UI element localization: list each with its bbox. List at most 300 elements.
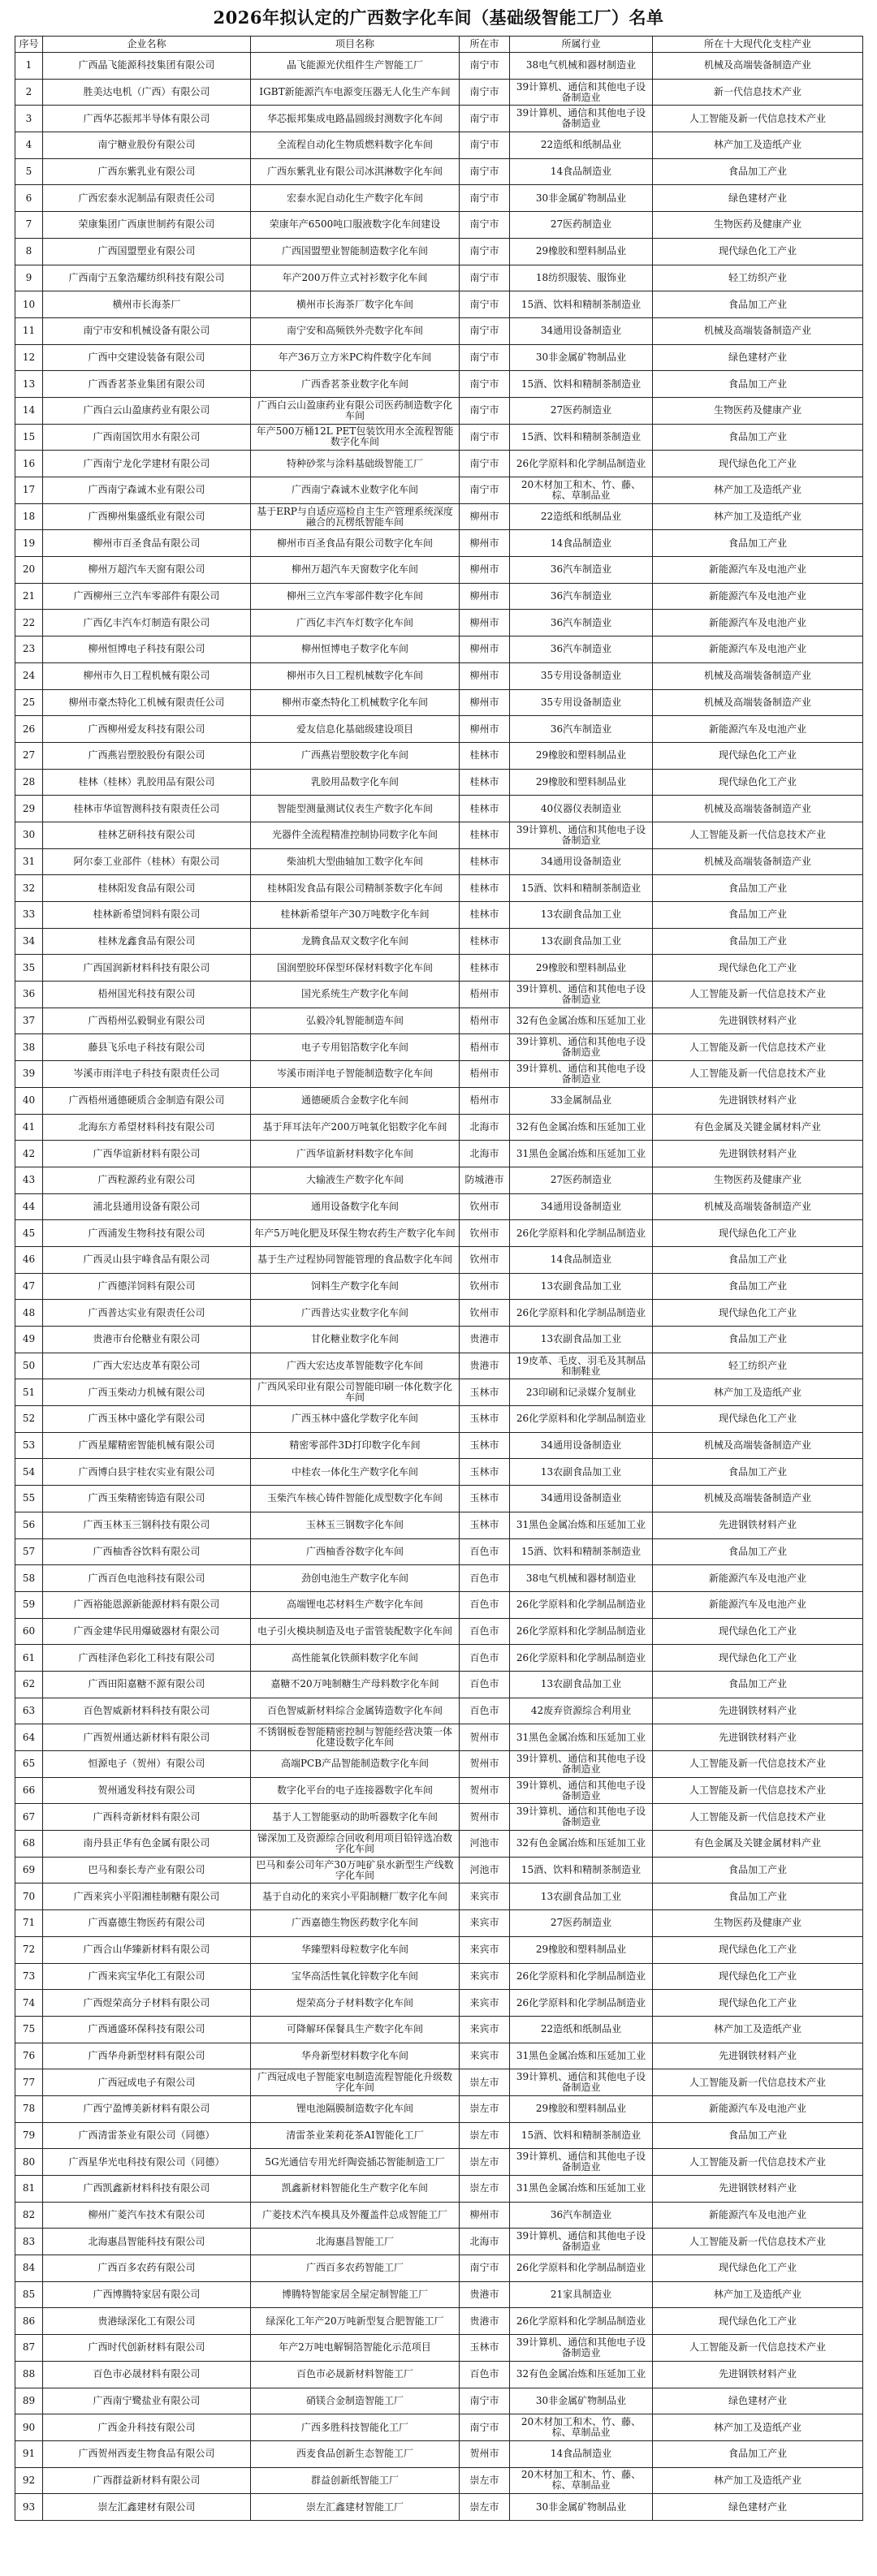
cell-pillar-industry: 食品加工产业 [653,1273,863,1300]
cell-index: 55 [15,1486,43,1512]
cell-index: 50 [15,1353,43,1379]
cell-pillar-industry: 食品加工产业 [653,902,863,929]
cell-company-name: 梧州国光科技有限公司 [43,982,251,1008]
cell-index: 76 [15,2043,43,2069]
cell-pillar-industry: 人工智能及新一代信息技术产业 [653,1061,863,1088]
cell-project-name: 西麦食品创新生态智能工厂 [251,2440,460,2467]
cell-project-name: 绿深化工年产20万吨新型复合肥智能工厂 [251,2308,460,2335]
cell-company-name: 广西煜荣高分子材料有限公司 [43,1990,251,2017]
cell-index: 25 [15,689,43,716]
cell-city: 柳州市 [460,610,510,636]
cell-index: 77 [15,2069,43,2096]
cell-company-name: 广西梧州弘毅铜业有限公司 [43,1008,251,1034]
cell-company-name: 广西百色电池科技有限公司 [43,1565,251,1592]
cell-industry: 13农副食品加工业 [510,1459,653,1486]
table-row [15,1591,863,1618]
cell-project-name: 高端锂电芯材料生产数字化车间 [251,1591,460,1618]
cell-project-name: 桂林新希望年产30万吨数字化车间 [251,902,460,929]
table-row [15,2202,863,2229]
cell-industry: 32有色金属冶炼和压延加工业 [510,1114,653,1141]
cell-city: 南宁市 [460,185,510,212]
cell-index: 45 [15,1220,43,1247]
cell-city: 钦州市 [460,1220,510,1247]
table-row [15,424,863,451]
cell-pillar-industry: 现代绿色化工产业 [653,769,863,796]
cell-industry: 27医药制造业 [510,212,653,239]
cell-company-name: 北海惠昌智能科技有限公司 [43,2229,251,2255]
cell-industry: 13农副食品加工业 [510,1671,653,1698]
cell-company-name: 南丹县正华有色金属有限公司 [43,1831,251,1858]
table-row [15,212,863,239]
cell-company-name: 广西时代创新材料有限公司 [43,2335,251,2362]
table-row [15,2414,863,2441]
cell-company-name: 柳州市百圣食品有限公司 [43,530,251,557]
cell-company-name: 广西玉柴动力机械有限公司 [43,1379,251,1406]
cell-company-name: 崇左汇鑫建材有限公司 [43,2494,251,2521]
cell-pillar-industry: 先进钢铁材料产业 [653,1087,863,1114]
cell-pillar-industry: 人工智能及新一代信息技术产业 [653,1777,863,1804]
cell-city: 柳州市 [460,662,510,689]
cell-pillar-industry: 机械及高端装备制造产业 [653,1432,863,1459]
cell-index: 74 [15,1990,43,2017]
table-row [15,2494,863,2521]
cell-industry: 13农副食品加工业 [510,1273,653,1300]
cell-project-name: 柳州三立汽车零部件数字化车间 [251,583,460,610]
cell-index: 86 [15,2308,43,2335]
cell-index: 30 [15,822,43,848]
cell-city: 南宁市 [460,79,510,106]
cell-company-name: 广西粒源药业有限公司 [43,1167,251,1193]
cell-company-name: 胜美达电机（广西）有限公司 [43,79,251,106]
cell-project-name: 中桂农一体化生产数字化车间 [251,1459,460,1486]
cell-pillar-industry: 食品加工产业 [653,1883,863,1910]
cell-industry: 15酒、饮料和精制茶制造业 [510,291,653,318]
cell-pillar-industry: 现代绿色化工产业 [653,1645,863,1672]
cell-project-name: 不锈钢板卷智能精密控制与智能经营决策一体化建设数字化车间 [251,1724,460,1751]
cell-project-name: 特种砂浆与涂料基础级智能工厂 [251,451,460,477]
table-row [15,238,863,265]
table-row [15,1512,863,1538]
cell-index: 68 [15,1831,43,1858]
cell-city: 南宁市 [460,451,510,477]
cell-company-name: 广西玉林玉三钢科技有限公司 [43,1512,251,1538]
cell-pillar-industry: 机械及高端装备制造产业 [653,662,863,689]
cell-project-name: 柳州市豪杰特化工机械数字化车间 [251,689,460,716]
cell-industry: 20木材加工和木、竹、藤、棕、草制品业 [510,2467,653,2494]
cell-company-name: 广西星耀精密智能机械有限公司 [43,1432,251,1459]
table-row [15,1777,863,1804]
cell-industry: 30非金属矿物制品业 [510,2494,653,2521]
cell-industry: 26化学原料和化学制品制造业 [510,2255,653,2282]
cell-pillar-industry: 林产加工及造纸产业 [653,132,863,159]
cell-city: 崇左市 [460,2095,510,2122]
cell-index: 63 [15,1698,43,1724]
cell-city: 玉林市 [460,1379,510,1406]
table-row [15,848,863,875]
table-row [15,2467,863,2494]
cell-industry: 34通用设备制造业 [510,1193,653,1220]
cell-industry: 26化学原料和化学制品制造业 [510,451,653,477]
cell-company-name: 广西百多农药有限公司 [43,2255,251,2282]
cell-project-name: 广西大宏达皮革智能数字化车间 [251,1353,460,1379]
table-row [15,2335,863,2362]
cell-pillar-industry: 机械及高端装备制造产业 [653,1486,863,1512]
cell-project-name: 崇左汇鑫建材智能工厂 [251,2494,460,2521]
table-row [15,158,863,185]
cell-pillar-industry: 人工智能及新一代信息技术产业 [653,1804,863,1831]
table-row [15,1061,863,1088]
cell-city: 玉林市 [460,1406,510,1433]
cell-index: 16 [15,451,43,477]
table-row [15,53,863,80]
cell-city: 贵港市 [460,2308,510,2335]
cell-city: 梧州市 [460,1087,510,1114]
cell-pillar-industry: 食品加工产业 [653,2122,863,2149]
table-row [15,610,863,636]
cell-industry: 22造纸和纸制品业 [510,503,653,530]
cell-company-name: 南宁市安和机械设备有限公司 [43,317,251,344]
cell-pillar-industry: 新能源汽车及电池产业 [653,636,863,663]
cell-company-name: 柳州市豪杰特化工机械有限责任公司 [43,689,251,716]
cell-project-name: 广西嘉德生物医药数字化车间 [251,1910,460,1937]
cell-city: 桂林市 [460,955,510,982]
cell-project-name: 华舟新型材料数字化车间 [251,2043,460,2069]
cell-index: 81 [15,2176,43,2203]
cell-pillar-industry: 现代绿色化工产业 [653,1220,863,1247]
cell-pillar-industry: 先进钢铁材料产业 [653,1512,863,1538]
cell-pillar-industry: 先进钢铁材料产业 [653,1141,863,1167]
cell-project-name: 全流程自动化生物质燃料数字化车间 [251,132,460,159]
cell-industry: 31黑色金属冶炼和压延加工业 [510,1724,653,1751]
cell-company-name: 北海东方希望材料科技有限公司 [43,1114,251,1141]
table-row [15,317,863,344]
cell-industry: 42废弃资源综合利用业 [510,1698,653,1724]
cell-project-name: 百色智威新材料综合金属铸造数字化车间 [251,1698,460,1724]
cell-city: 玉林市 [460,1486,510,1512]
table-row [15,982,863,1008]
cell-project-name: 柳州市百圣食品有限公司数字化车间 [251,530,460,557]
table-row [15,822,863,848]
cell-company-name: 浦北县通用设备有限公司 [43,1193,251,1220]
table-row [15,2229,863,2255]
cell-index: 4 [15,132,43,159]
cell-index: 75 [15,2016,43,2043]
table-row [15,1193,863,1220]
cell-city: 来宾市 [460,1990,510,2017]
cell-city: 百色市 [460,1538,510,1565]
cell-index: 21 [15,583,43,610]
cell-company-name: 广西德洋饲料有限公司 [43,1273,251,1300]
cell-city: 河池市 [460,1831,510,1858]
cell-industry: 30非金属矿物制品业 [510,344,653,371]
cell-project-name: 精密零部件3D打印数字化车间 [251,1432,460,1459]
cell-index: 13 [15,371,43,398]
cell-pillar-industry: 机械及高端装备制造产业 [653,796,863,822]
cell-index: 91 [15,2440,43,2467]
cell-company-name: 广西晶飞能源科技集团有限公司 [43,53,251,80]
cell-index: 53 [15,1432,43,1459]
cell-project-name: 广西柚香谷数字化车间 [251,1538,460,1565]
cell-company-name: 柳州市久日工程机械有限公司 [43,662,251,689]
cell-pillar-industry: 先进钢铁材料产业 [653,2043,863,2069]
cell-company-name: 广西贺州西麦生物食品有限公司 [43,2440,251,2467]
cell-project-name: 广西百多农药智能工厂 [251,2255,460,2282]
cell-company-name: 岑溪市雨洋电子科技有限责任公司 [43,1061,251,1088]
cell-city: 南宁市 [460,158,510,185]
cell-index: 6 [15,185,43,212]
cell-company-name: 广西宏泰水泥制品有限责任公司 [43,185,251,212]
cell-company-name: 广西玉柴精密铸造有限公司 [43,1486,251,1512]
cell-industry: 36汽车制造业 [510,636,653,663]
cell-pillar-industry: 林产加工及造纸产业 [653,503,863,530]
cell-industry: 21家具制造业 [510,2281,653,2308]
table-row [15,2149,863,2176]
cell-industry: 29橡胶和塑料制品业 [510,2095,653,2122]
cell-industry: 30非金属矿物制品业 [510,2388,653,2414]
cell-index: 72 [15,1936,43,1963]
cell-company-name: 藤县飞乐电子科技有限公司 [43,1034,251,1061]
cell-city: 百色市 [460,1565,510,1592]
cell-project-name: 高性能氧化铁颜料数字化车间 [251,1645,460,1672]
table-row [15,1804,863,1831]
cell-index: 19 [15,530,43,557]
cell-pillar-industry: 绿色建材产业 [653,2494,863,2521]
cell-project-name: 广西香茗茶业数字化车间 [251,371,460,398]
cell-industry: 19皮革、毛皮、羽毛及其制品和制鞋业 [510,1353,653,1379]
cell-company-name: 广西博白县宇桂农实业有限公司 [43,1459,251,1486]
cell-pillar-industry: 食品加工产业 [653,1246,863,1273]
cell-industry: 39计算机、通信和其他电子设备制造业 [510,822,653,848]
cell-industry: 39计算机、通信和其他电子设备制造业 [510,2229,653,2255]
cell-city: 崇左市 [460,2176,510,2203]
cell-pillar-industry: 人工智能及新一代信息技术产业 [653,1751,863,1778]
cell-pillar-industry: 食品加工产业 [653,424,863,451]
cell-company-name: 广西华舟新型材料有限公司 [43,2043,251,2069]
cell-index: 9 [15,265,43,291]
cell-industry: 39计算机、通信和其他电子设备制造业 [510,1061,653,1088]
cell-company-name: 广西香茗茶业集团有限公司 [43,371,251,398]
cell-company-name: 广西华芯振邦半导体有限公司 [43,106,251,132]
cell-city: 来宾市 [460,2016,510,2043]
table-row [15,371,863,398]
cell-industry: 29橡胶和塑料制品业 [510,769,653,796]
cell-industry: 27医药制造业 [510,397,653,424]
cell-company-name: 广西田阳嘉糖不源有限公司 [43,1671,251,1698]
cell-company-name: 广西博腾特家居有限公司 [43,2281,251,2308]
table-row [15,2176,863,2203]
cell-project-name: 柳州万超汽车天窗数字化车间 [251,557,460,584]
cell-city: 南宁市 [460,291,510,318]
cell-project-name: 柳州市久日工程机械数字化车间 [251,662,460,689]
cell-company-name: 广西金建华民用爆破器材有限公司 [43,1618,251,1645]
cell-pillar-industry: 新能源汽车及电池产业 [653,610,863,636]
cell-industry: 26化学原料和化学制品制造业 [510,1300,653,1327]
cell-index: 24 [15,662,43,689]
cell-city: 柳州市 [460,503,510,530]
table-row [15,1114,863,1141]
cell-city: 贵港市 [460,1327,510,1353]
cell-industry: 26化学原料和化学制品制造业 [510,1963,653,1990]
table-row [15,1671,863,1698]
cell-city: 南宁市 [460,2255,510,2282]
cell-industry: 22造纸和纸制品业 [510,132,653,159]
cell-city: 百色市 [460,2361,510,2388]
cell-company-name: 广西南宁龙化学建材有限公司 [43,451,251,477]
cell-project-name: 广西冠成电子智能家电制造流程智能化升级数字化车间 [251,2069,460,2096]
table-row [15,79,863,106]
cell-company-name: 桂林艺研科技有限公司 [43,822,251,848]
cell-industry: 39计算机、通信和其他电子设备制造业 [510,1804,653,1831]
cell-industry: 39计算机、通信和其他电子设备制造业 [510,106,653,132]
cell-pillar-industry: 先进钢铁材料产业 [653,1724,863,1751]
cell-industry: 39计算机、通信和其他电子设备制造业 [510,79,653,106]
cell-pillar-industry: 人工智能及新一代信息技术产业 [653,2149,863,2176]
cell-index: 39 [15,1061,43,1088]
cell-pillar-industry: 绿色建材产业 [653,185,863,212]
cell-city: 崇左市 [460,2069,510,2096]
cell-industry: 14食品制造业 [510,1246,653,1273]
cell-project-name: 广西风采印业有限公司智能印刷一体化数字化车间 [251,1379,460,1406]
cell-industry: 13农副食品加工业 [510,928,653,955]
cell-index: 27 [15,742,43,769]
cell-project-name: 华芯振邦集成电路晶圆级封测数字化车间 [251,106,460,132]
table-row [15,397,863,424]
cell-industry: 26化学原料和化学制品制造业 [510,1645,653,1672]
cell-project-name: 广西东紫乳业有限公司冰淇淋数字化车间 [251,158,460,185]
table-body [15,53,863,2521]
cell-project-name: 5G光通信专用光纤陶瓷插芯智能制造工厂 [251,2149,460,2176]
cell-city: 柳州市 [460,557,510,584]
cell-pillar-industry: 先进钢铁材料产业 [653,2361,863,2388]
table-row [15,291,863,318]
table-row [15,265,863,291]
document-title: 2026年拟认定的广西数字化车间（基础级智能工厂）名单 [213,7,664,28]
cell-city: 柳州市 [460,583,510,610]
cell-index: 40 [15,1087,43,1114]
cell-index: 33 [15,902,43,929]
cell-company-name: 广西来宾宝华化工有限公司 [43,1963,251,1990]
cell-project-name: 广西南宁森诚木业数字化车间 [251,477,460,504]
cell-city: 南宁市 [460,2414,510,2441]
cell-company-name: 广西冠成电子有限公司 [43,2069,251,2096]
cell-pillar-industry: 生物医药及健康产业 [653,1167,863,1193]
cell-city: 南宁市 [460,397,510,424]
table-row [15,742,863,769]
table-row [15,1645,863,1672]
table-row [15,1963,863,1990]
cell-industry: 39计算机、通信和其他电子设备制造业 [510,2335,653,2362]
cell-pillar-industry: 轻工纺织产业 [653,1353,863,1379]
cell-project-name: 广西亿丰汽车灯数字化车间 [251,610,460,636]
cell-project-name: 锂电池隔膜制造数字化车间 [251,2095,460,2122]
cell-company-name: 桂林新希望饲料有限公司 [43,902,251,929]
cell-industry: 38电气机械和器材制造业 [510,53,653,80]
cell-pillar-industry: 林产加工及造纸产业 [653,2467,863,2494]
cell-index: 85 [15,2281,43,2308]
cell-company-name: 广西柳州三立汽车零部件有限公司 [43,583,251,610]
table-row [15,2308,863,2335]
cell-index: 2 [15,79,43,106]
cell-city: 南宁市 [460,371,510,398]
cell-pillar-industry: 现代绿色化工产业 [653,1963,863,1990]
cell-city: 百色市 [460,1591,510,1618]
cell-pillar-industry: 先进钢铁材料产业 [653,2176,863,2203]
cell-project-name: 乳胶用品数字化车间 [251,769,460,796]
cell-index: 29 [15,796,43,822]
table-row [15,928,863,955]
cell-index: 66 [15,1777,43,1804]
cell-city: 来宾市 [460,2043,510,2069]
table-row [15,2361,863,2388]
cell-industry: 15酒、饮料和精制茶制造业 [510,875,653,902]
cell-company-name: 广西桂泽色彩化工科技有限公司 [43,1645,251,1672]
cell-project-name: 百色市必晟新材料智能工厂 [251,2361,460,2388]
cell-city: 南宁市 [460,424,510,451]
cell-company-name: 桂林（桂林）乳胶用品有限公司 [43,769,251,796]
cell-city: 崇左市 [460,2149,510,2176]
cell-index: 70 [15,1883,43,1910]
cell-company-name: 桂林龙鑫食品有限公司 [43,928,251,955]
cell-company-name: 恒源电子（贺州）有限公司 [43,1751,251,1778]
cell-company-name: 荣康集团广西康世制药有限公司 [43,212,251,239]
cell-pillar-industry: 现代绿色化工产业 [653,955,863,982]
table-row [15,2043,863,2069]
cell-pillar-industry: 人工智能及新一代信息技术产业 [653,982,863,1008]
cell-company-name: 南宁糖业股份有限公司 [43,132,251,159]
cell-city: 桂林市 [460,928,510,955]
cell-company-name: 广西玉林中盛化学有限公司 [43,1406,251,1433]
table-row [15,1008,863,1034]
cell-index: 20 [15,557,43,584]
cell-index: 78 [15,2095,43,2122]
cell-project-name: 通德硬质合金数字化车间 [251,1087,460,1114]
cell-company-name: 广西灵山县宇峰食品有限公司 [43,1246,251,1273]
table-row [15,451,863,477]
table-row [15,1246,863,1273]
column-header-city: 所在市 [460,37,510,53]
cell-industry: 31黑色金属冶炼和压延加工业 [510,1512,653,1538]
cell-project-name: 晶飞能源光伏组件生产智能工厂 [251,53,460,80]
cell-project-name: 广西玉林中盛化学数字化车间 [251,1406,460,1433]
cell-pillar-industry: 人工智能及新一代信息技术产业 [653,822,863,848]
cell-project-name: 饲料生产数字化车间 [251,1273,460,1300]
cell-index: 35 [15,955,43,982]
cell-company-name: 柳州广菱汽车技术有限公司 [43,2202,251,2229]
table-row [15,1486,863,1512]
cell-company-name: 巴马和泰长寿产业有限公司 [43,1857,251,1883]
cell-project-name: 凯鑫新材料智能化生产数字化车间 [251,2176,460,2203]
cell-industry: 34通用设备制造业 [510,1432,653,1459]
table-row [15,132,863,159]
cell-company-name: 柳州万超汽车天窗有限公司 [43,557,251,584]
cell-pillar-industry: 新能源汽车及电池产业 [653,716,863,743]
cell-industry: 33金属制品业 [510,1087,653,1114]
cell-index: 59 [15,1591,43,1618]
cell-project-name: 宝华高活性氧化锌数字化车间 [251,1963,460,1990]
cell-company-name: 百色智威新材料科技有限公司 [43,1698,251,1724]
cell-industry: 13农副食品加工业 [510,1883,653,1910]
cell-project-name: 弘毅冷轧智能制造车间 [251,1008,460,1034]
cell-city: 南宁市 [460,212,510,239]
cell-industry: 22造纸和纸制品业 [510,2016,653,2043]
cell-pillar-industry: 人工智能及新一代信息技术产业 [653,2229,863,2255]
cell-city: 桂林市 [460,822,510,848]
cell-index: 92 [15,2467,43,2494]
cell-company-name: 广西柚香谷饮料有限公司 [43,1538,251,1565]
list-table-container [15,36,862,2521]
cell-pillar-industry: 有色金属及关键金属材料产业 [653,1114,863,1141]
cell-city: 来宾市 [460,1883,510,1910]
